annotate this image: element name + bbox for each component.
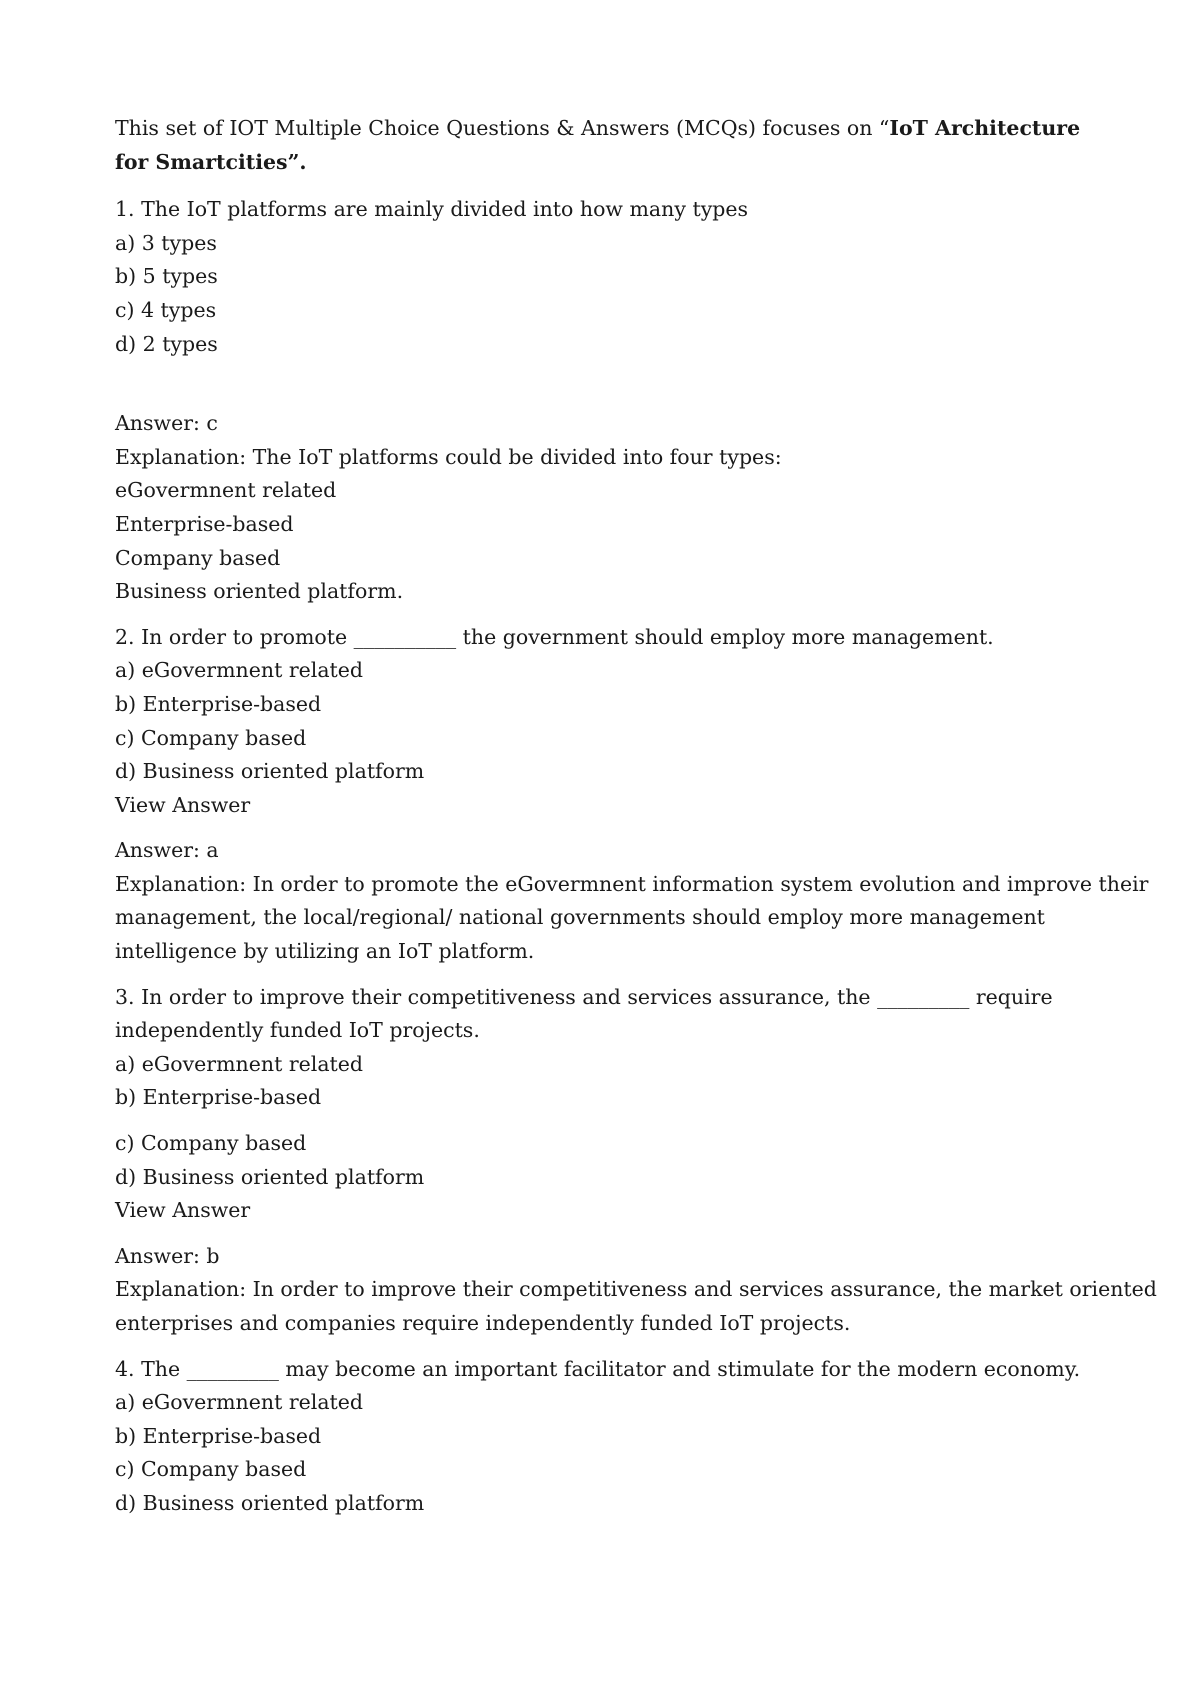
- question-1-explanation-line: Enterprise-based: [115, 511, 294, 536]
- question-4-option-c: c) Company based: [115, 1457, 307, 1482]
- question-2: [115, 621, 1149, 969]
- question-4-option-b: b) Enterprise-based: [115, 1423, 322, 1448]
- question-3-option-c: c) Company based: [115, 1131, 307, 1156]
- question-3-option-b: b) Enterprise-based: [115, 1085, 322, 1110]
- question-1-option-a: a) 3 types: [115, 230, 217, 255]
- document-page: [115, 112, 1157, 1521]
- question-3-text-line: independently funded IoT projects.: [115, 1018, 480, 1043]
- question-3-answer: Answer: b: [115, 1243, 220, 1268]
- question-3-option-a: a) eGovermnent related: [115, 1051, 364, 1076]
- question-2-option-a: a) eGovermnent related: [115, 658, 364, 683]
- question-3: [115, 981, 1157, 1341]
- question-2-answer: Answer: a: [115, 838, 219, 863]
- question-4-option-a: a) eGovermnent related: [115, 1390, 364, 1415]
- question-4: [115, 1353, 1095, 1521]
- question-2-explanation-line: intelligence by utilizing an IoT platform.: [115, 939, 535, 964]
- question-2-option-c: c) Company based: [115, 725, 307, 750]
- question-2-explanation-line: management, the local/regional/ national governments should employ more management: [115, 905, 1045, 930]
- question-1-explanation-line: Company based: [115, 545, 281, 570]
- question-2-explanation-line: Explanation: In order to promote the eGovermnent information system evolution and improve their: [115, 871, 1149, 896]
- question-2-text: 2. In order to promote __________ the government should employ more management.: [115, 624, 994, 649]
- question-1-option-d: d) 2 types: [115, 331, 218, 356]
- question-3-option-d: d) Business oriented platform: [115, 1164, 425, 1189]
- question-3-explanation-line: Explanation: In order to improve their competitiveness and services assurance, the market oriented: [115, 1277, 1157, 1302]
- intro-paragraph: [115, 112, 1095, 179]
- question-3-text-line: 3. In order to improve their competitiveness and services assurance, the _________ require: [115, 984, 1053, 1009]
- question-1-explanation-line: eGovermnent related: [115, 478, 337, 503]
- question-4-option-d: d) Business oriented platform: [115, 1490, 425, 1515]
- intro-text: This set of IOT Multiple Choice Questions & Answers (MCQs) focuses on “: [115, 116, 890, 140]
- question-3-explanation-line: enterprises and companies require independently funded IoT projects.: [115, 1311, 851, 1335]
- question-1-option-c: c) 4 types: [115, 297, 217, 322]
- question-1-option-b: b) 5 types: [115, 264, 218, 289]
- question-1: [115, 193, 1095, 609]
- question-2-option-b: b) Enterprise-based: [115, 691, 322, 716]
- question-4-text: 4. The _________ may become an important facilitator and stimulate for the modern economy.: [115, 1356, 1081, 1381]
- intro-topic: IoT Architecture for Smartcities”.: [115, 116, 1081, 174]
- question-1-answer: Answer: c: [115, 411, 218, 436]
- question-1-text: 1. The IoT platforms are mainly divided into how many types: [115, 197, 749, 222]
- question-1-explanation-line: Business oriented platform.: [115, 579, 404, 604]
- question-2-option-d: d) Business oriented platform: [115, 759, 425, 784]
- question-1-explanation-line: Explanation: The IoT platforms could be divided into four types:: [115, 444, 782, 469]
- question-3-view-answer-link[interactable]: View Answer: [115, 1198, 251, 1223]
- question-2-view-answer-link[interactable]: View Answer: [115, 792, 251, 817]
